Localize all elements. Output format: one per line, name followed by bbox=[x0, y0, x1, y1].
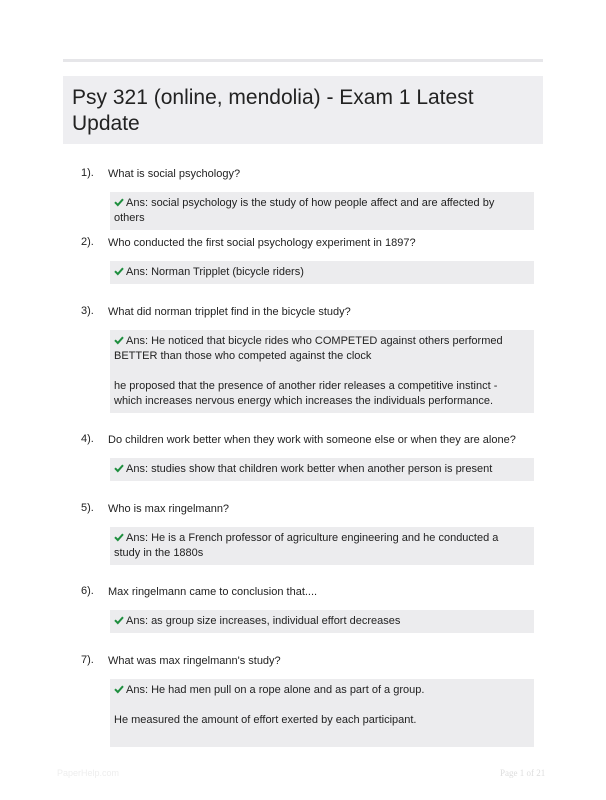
answer-text: Ans: He had men pull on a rope alone and as part of a group. bbox=[126, 684, 425, 696]
question-text: What did norman tripplet find in the bicycle study? bbox=[108, 306, 351, 318]
check-icon bbox=[114, 335, 124, 345]
answer-box bbox=[110, 679, 534, 747]
answer-text: Ans: Norman Tripplet (bicycle riders) bbox=[126, 266, 304, 278]
question-number: 7). bbox=[81, 654, 94, 666]
answer-text: Ans: as group size increases, individual effort decreases bbox=[126, 615, 401, 627]
question-text: Who conducted the first social psychology experiment in 1897? bbox=[108, 237, 416, 249]
check-icon bbox=[114, 266, 124, 276]
check-icon bbox=[114, 532, 124, 542]
page-number: Page 1 of 21 bbox=[500, 768, 546, 778]
answer-text: Ans: social psychology is the study of how people affect and are affected by others bbox=[114, 197, 495, 224]
answer-text: Ans: He is a French professor of agriculture engineering and he conducted a study in the 1880s bbox=[114, 532, 499, 559]
question-number: 2). bbox=[81, 236, 94, 248]
page-title: Psy 321 (online, mendolia) - Exam 1 Latest Update bbox=[72, 86, 474, 135]
question-text: What is social psychology? bbox=[108, 168, 241, 180]
top-divider bbox=[63, 59, 543, 62]
answer-box bbox=[110, 458, 534, 481]
answer-text: Ans: He noticed that bicycle rides who COMPETED against others performed BETTER than those who competed against the clock bbox=[114, 335, 503, 362]
answer-box bbox=[110, 330, 534, 413]
question-text: Who is max ringelmann? bbox=[108, 503, 230, 515]
question-number: 6). bbox=[81, 585, 94, 597]
answer-text: he proposed that the presence of another rider releases a competitive instinct - which increases nervous energy which increases the individuals performance. bbox=[114, 380, 498, 407]
answer-text: He measured the amount of effort exerted by each participant. bbox=[114, 714, 417, 726]
question-text: Max ringelmann came to conclusion that.... bbox=[108, 586, 318, 598]
check-icon bbox=[114, 684, 124, 694]
title-banner bbox=[63, 76, 543, 144]
check-icon bbox=[114, 463, 124, 473]
answer-text: Ans: studies show that children work better when another person is present bbox=[126, 463, 493, 475]
check-icon bbox=[114, 615, 124, 625]
footer-watermark: PaperHelp.com bbox=[57, 768, 120, 778]
question-number: 1). bbox=[81, 167, 94, 179]
answer-box bbox=[110, 192, 534, 230]
check-icon bbox=[114, 197, 124, 207]
answer-box bbox=[110, 527, 534, 565]
question-number: 5). bbox=[81, 502, 94, 514]
question-text: What was max ringelmann's study? bbox=[108, 655, 281, 667]
question-text: Do children work better when they work with someone else or when they are alone? bbox=[108, 434, 516, 446]
question-number: 4). bbox=[81, 433, 94, 445]
question-number: 3). bbox=[81, 305, 94, 317]
answer-box bbox=[110, 610, 534, 633]
answer-box bbox=[110, 261, 534, 284]
